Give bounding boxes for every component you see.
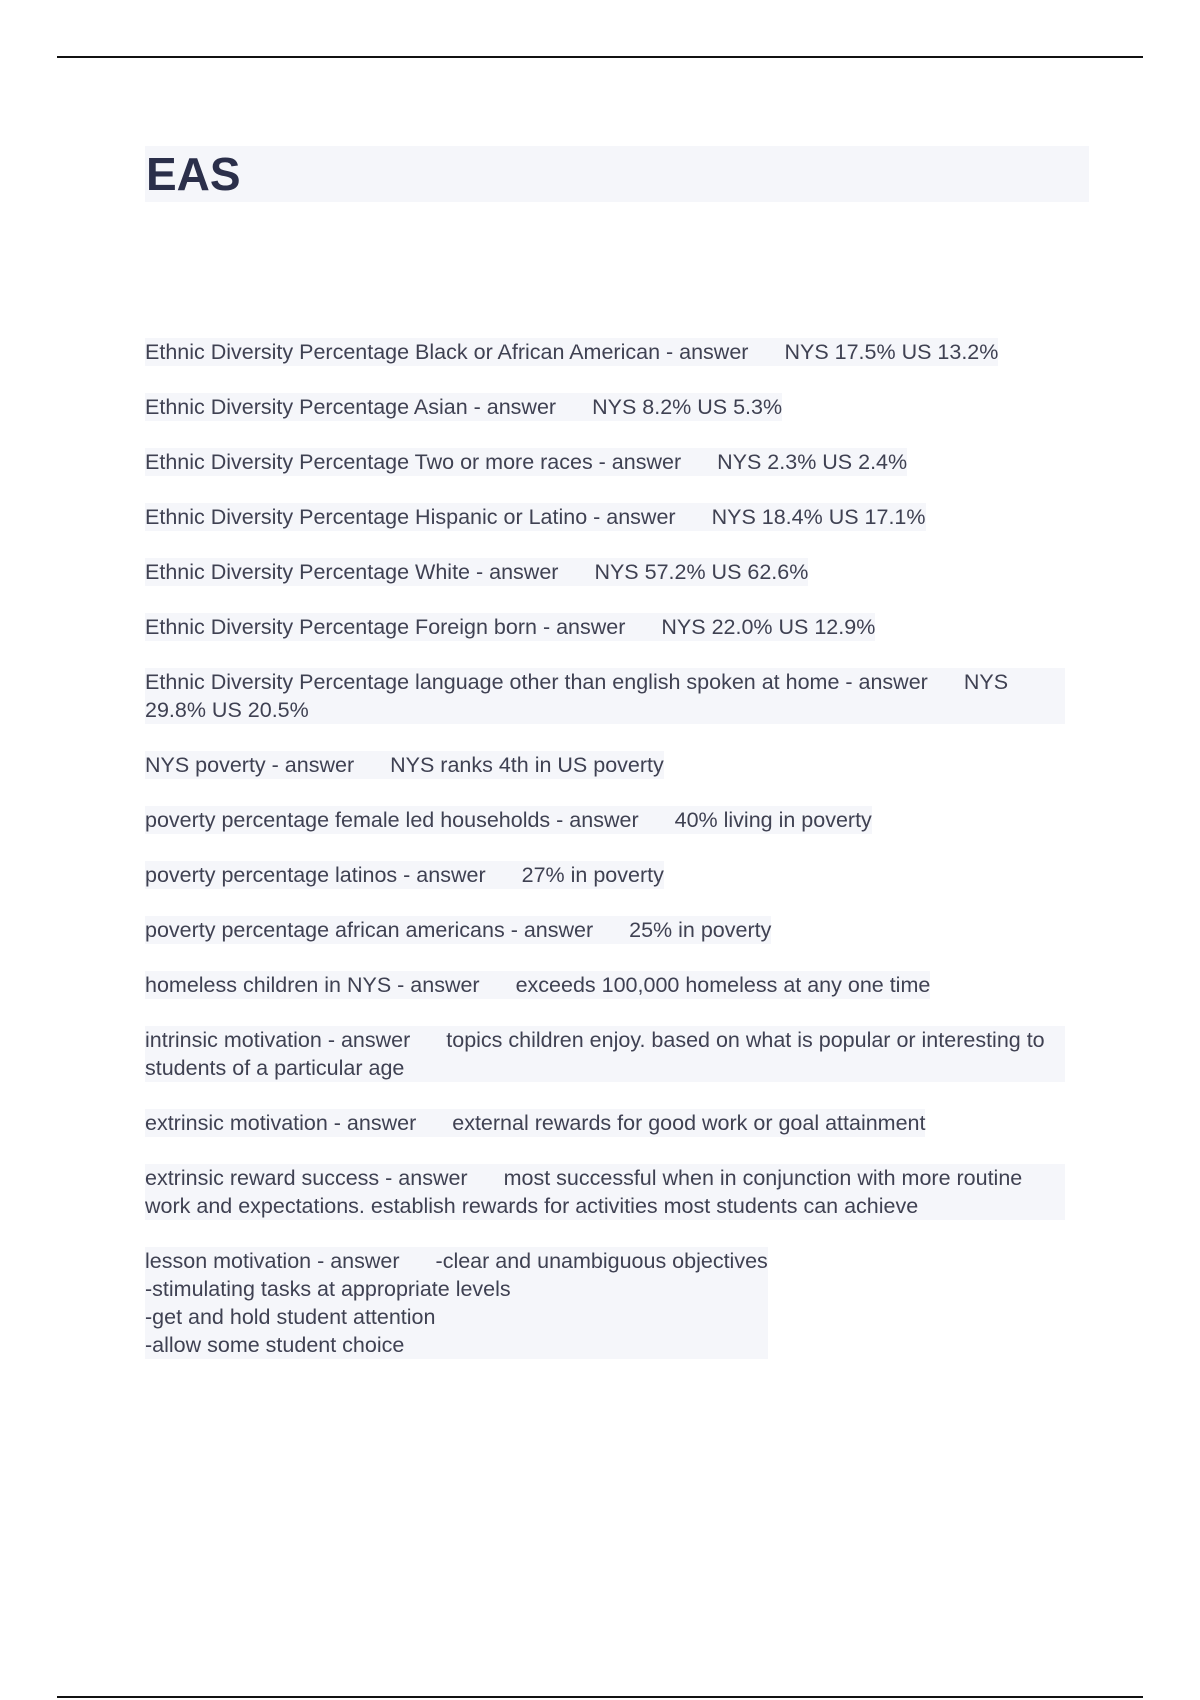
flashcard [145, 1247, 1085, 1359]
flashcard [145, 1164, 1085, 1220]
flashcard [145, 806, 1085, 834]
card-term: NYS poverty - answer [145, 753, 355, 777]
card-answer: external rewards for good work or goal attainment [452, 1111, 926, 1135]
flashcard [145, 1109, 1085, 1137]
flashcard [145, 613, 1085, 641]
card-term: Ethnic Diversity Percentage language other than english spoken at home - answer [145, 670, 928, 694]
card-answer: NYS 17.5% US 13.2% [784, 340, 999, 364]
card-term: Ethnic Diversity Percentage Black or African American - answer [145, 340, 749, 364]
flashcard [145, 393, 1085, 421]
card-term: Ethnic Diversity Percentage Two or more races - answer [145, 450, 682, 474]
flashcard [145, 338, 1085, 366]
top-rule [57, 56, 1143, 58]
flashcard [145, 1026, 1085, 1082]
card-answer: NYS 18.4% US 17.1% [711, 505, 926, 529]
flashcard [145, 861, 1085, 889]
card-term: poverty percentage latinos - answer [145, 863, 486, 887]
card-answer: NYS 29.8% US 20.5% [145, 670, 1015, 722]
card-answer: -clear and unambiguous objectives -stimulating tasks at appropriate levels -get and hold student attention -allow some student choice [145, 1249, 768, 1357]
card-term: poverty percentage african americans - answer [145, 918, 594, 942]
card-term: Ethnic Diversity Percentage Asian - answer [145, 395, 557, 419]
card-term: Ethnic Diversity Percentage Foreign born - answer [145, 615, 626, 639]
card-answer: NYS ranks 4th in US poverty [390, 753, 664, 777]
flashcard [145, 448, 1085, 476]
card-term: homeless children in NYS - answer [145, 973, 480, 997]
document-title: EAS [146, 148, 241, 200]
card-answer: most successful when in conjunction with more routine work and expectations. establish rewards for activities most students can achieve [145, 1166, 1029, 1218]
flashcard [145, 971, 1085, 999]
title-band [145, 146, 1089, 202]
card-term: extrinsic motivation - answer [145, 1111, 417, 1135]
flashcard [145, 751, 1085, 779]
card-answer: NYS 22.0% US 12.9% [661, 615, 876, 639]
card-answer: NYS 8.2% US 5.3% [592, 395, 783, 419]
card-term: intrinsic motivation - answer [145, 1028, 411, 1052]
card-term: Ethnic Diversity Percentage White - answer [145, 560, 559, 584]
card-term: poverty percentage female led households - answer [145, 808, 639, 832]
flashcard [145, 503, 1085, 531]
card-term: extrinsic reward success - answer [145, 1166, 468, 1190]
card-answer: topics children enjoy. based on what is popular or interesting to students of a particular age [145, 1028, 1051, 1080]
flashcard [145, 558, 1085, 586]
card-answer: 40% living in poverty [674, 808, 872, 832]
card-term: lesson motivation - answer [145, 1249, 400, 1273]
flashcard [145, 916, 1085, 944]
flashcard-list [145, 338, 1085, 1386]
card-answer: 25% in poverty [629, 918, 772, 942]
card-answer: exceeds 100,000 homeless at any one time [515, 973, 931, 997]
card-answer: NYS 57.2% US 62.6% [594, 560, 809, 584]
card-answer: 27% in poverty [521, 863, 664, 887]
card-term: Ethnic Diversity Percentage Hispanic or Latino - answer [145, 505, 676, 529]
bottom-rule [57, 1696, 1143, 1698]
flashcard [145, 668, 1085, 724]
card-answer: NYS 2.3% US 2.4% [717, 450, 908, 474]
